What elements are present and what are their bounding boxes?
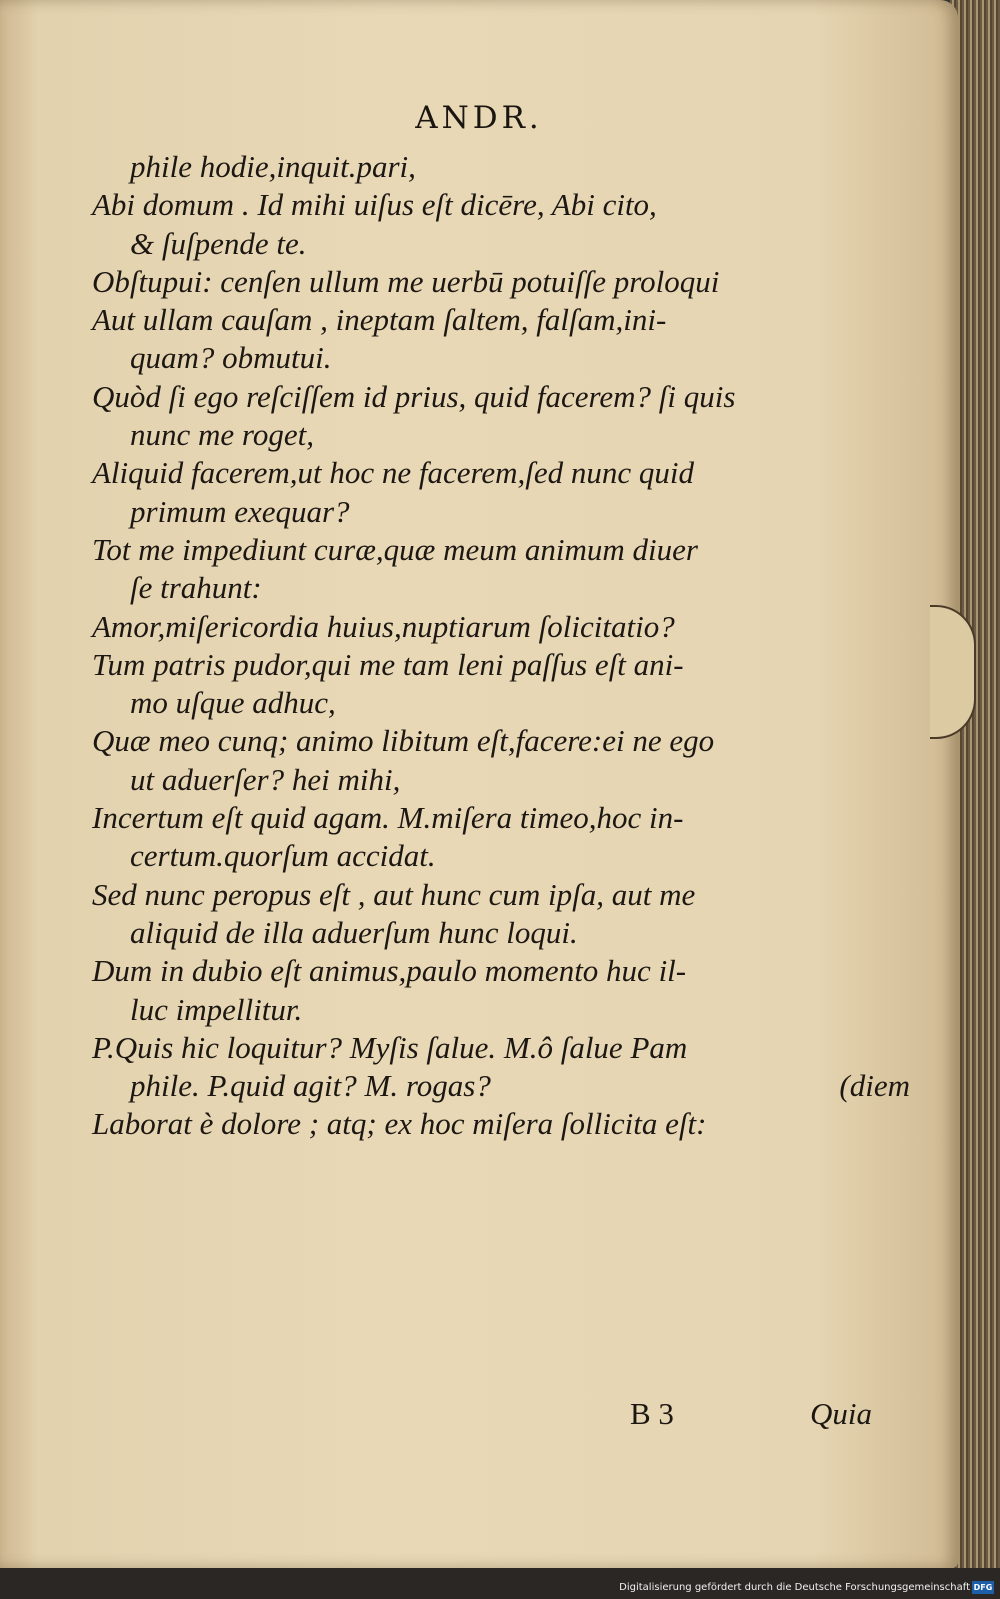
text-line: primum exequar? xyxy=(130,493,350,529)
text-line: phile. P.quid agit? M. rogas? xyxy=(130,1068,491,1104)
text-line: Obſtupui: cenſen ullum me uerbū potuiſſe proloqui xyxy=(92,263,720,299)
text-line: & ſuſpende te. xyxy=(130,225,307,261)
text-line: quam? obmutui. xyxy=(130,340,332,376)
funding-credit: Digitalisierung gefördert durch die Deutsche Forschungsgemeinschaft xyxy=(619,1582,970,1593)
text-line: Incertum eſt quid agam. M.miſera timeo,hoc in- xyxy=(92,800,684,836)
text-line: ut aduerſer? hei mihi, xyxy=(130,761,401,797)
text-line: Quæ meo cunq; animo libitum eſt,facere:ei ne ego xyxy=(92,723,715,759)
text-line: Tum patris pudor,qui me tam leni paſſus eſt ani- xyxy=(92,646,684,682)
text-line: Quòd ſi ego reſciſſem id prius, quid facerem? ſi quis xyxy=(92,378,736,414)
page-tab xyxy=(930,605,976,739)
text-line: luc impellitur. xyxy=(130,991,303,1027)
text-line: Sed nunc peropus eſt , aut hunc cum ipſa, aut me xyxy=(92,876,696,912)
footer-bar xyxy=(0,1568,1000,1599)
verse-text xyxy=(92,148,922,1144)
text-line: ſe trahunt: xyxy=(130,570,262,606)
catchword: Quia xyxy=(810,1396,872,1431)
text-line: Aliquid facerem,ut hoc ne facerem,ſed nunc quid xyxy=(92,455,695,491)
text-line: Dum in dubio eſt animus,paulo momento huc il- xyxy=(92,953,687,989)
text-line: Abi domum . Id mihi uiſus eſt dicēre, Abi cito, xyxy=(92,187,657,223)
text-line: certum.quorſum accidat. xyxy=(130,838,436,874)
text-line: mo uſque adhuc, xyxy=(130,685,336,721)
text-line: Tot me impediunt curæ,quæ meum animum diuer xyxy=(92,531,698,567)
running-head: ANDR. xyxy=(415,100,543,136)
text-line: Laborat è dolore ; atq; ex hoc miſera ſollicita eſt: xyxy=(92,1106,707,1142)
text-line: phile hodie,inquit.pari, xyxy=(130,149,416,184)
text-line: Amor,miſericordia huius,nuptiarum ſolicitatio? xyxy=(92,608,675,644)
dfg-logo: DFG xyxy=(973,1583,993,1592)
text-line: aliquid de illa aduerſum hunc loqui. xyxy=(130,914,578,950)
signature-line xyxy=(0,1396,958,1436)
signature-mark: B 3 xyxy=(630,1396,674,1431)
text-line-with-note xyxy=(92,1067,922,1105)
bracket-note: (diem xyxy=(839,1068,910,1104)
text-line: P.Quis hic loquitur? Myſis ſalue. M.ô ſalue Pam xyxy=(92,1029,688,1065)
text-line: Aut ullam cauſam , ineptam ſaltem, falſam,ini- xyxy=(92,302,667,338)
text-line: nunc me roget, xyxy=(130,417,314,453)
